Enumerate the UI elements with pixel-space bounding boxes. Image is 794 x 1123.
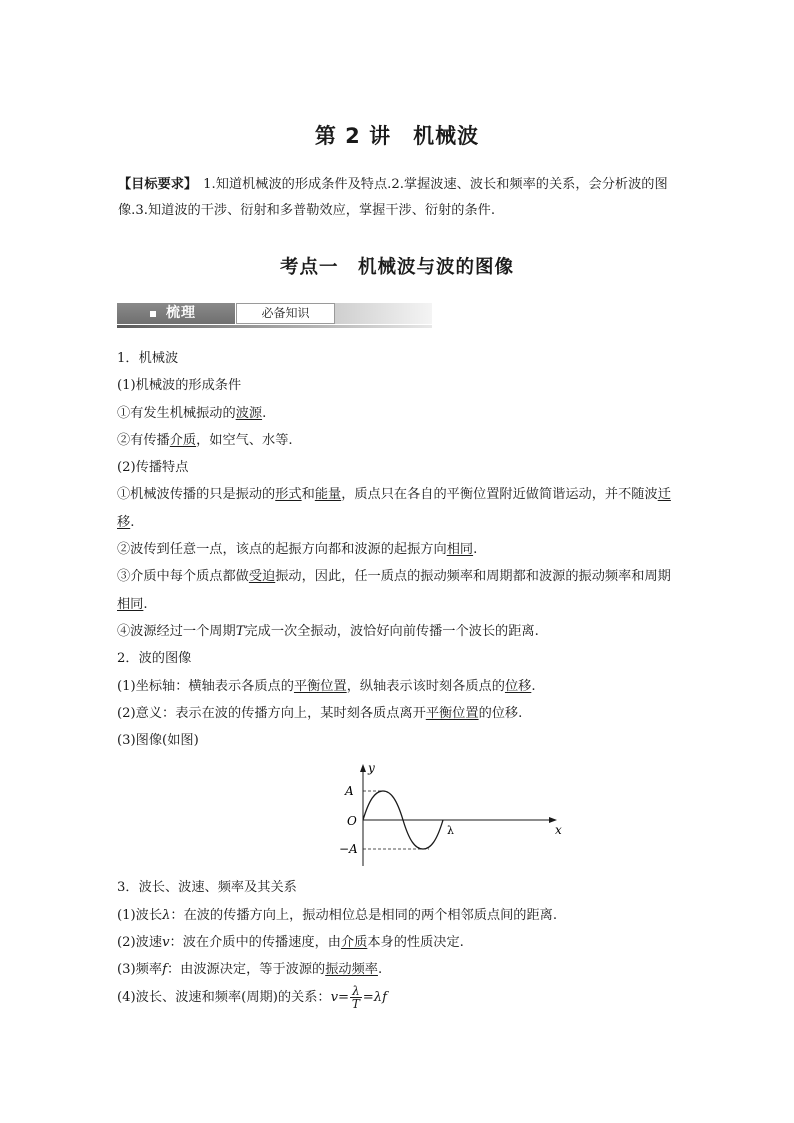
text: ，如空气、水等.	[196, 432, 293, 448]
text: 的位移.	[478, 705, 523, 721]
text: (1)波长	[117, 907, 163, 923]
underlined-term: 迁移	[117, 487, 671, 530]
heading-mechanical-wave: 1．机械波	[117, 351, 179, 366]
underlined-term: 受迫	[248, 569, 276, 585]
item-forced-vibration	[117, 563, 683, 618]
text: ①机械波传播的只是振动的	[117, 487, 276, 503]
learning-goals	[118, 172, 683, 224]
underlined-term: 介质	[340, 935, 368, 951]
text: .	[143, 596, 148, 612]
underlined-term: 相同	[117, 596, 144, 612]
formula-fraction	[350, 985, 362, 1010]
item-period	[117, 618, 683, 645]
negative-amplitude-label: −A	[339, 842, 358, 857]
item-medium	[117, 427, 683, 454]
item-axes	[117, 673, 683, 700]
item-wave-source	[117, 400, 683, 427]
origin-label: O	[347, 814, 357, 829]
text: (2)波速	[117, 935, 163, 951]
symbol-f: f	[162, 962, 167, 978]
text: .	[377, 962, 383, 978]
heading-relations: 3．波长、波速、频率及其关系	[117, 880, 297, 896]
heading-wave-graph: 2．波的图像	[117, 651, 192, 667]
underlined-term: 能量	[314, 487, 342, 503]
text: 和	[301, 487, 315, 503]
wave-diagram	[335, 760, 575, 872]
text: .	[531, 678, 536, 694]
underlined-term: 相同	[446, 542, 474, 558]
banner-sub-label: 必备知识	[236, 303, 335, 324]
formula-equals: =	[362, 989, 374, 1005]
y-axis-label: y	[368, 761, 375, 776]
section-banner	[117, 303, 432, 327]
banner-rule	[117, 325, 432, 328]
text: .	[262, 405, 267, 421]
text: .	[473, 542, 478, 558]
symbol-v: v	[162, 935, 170, 951]
text: 振动，因此，任一质点的振动频率和周期都和波源的振动频率和周期	[275, 569, 671, 585]
wavelength-label: λ	[447, 824, 454, 838]
text: ：由波源决定，等于波源的	[166, 962, 326, 978]
text: ②波传到任意一点，该点的起振方向都和波源的起振方向	[117, 542, 447, 558]
y-axis-arrow-icon	[360, 764, 366, 772]
text: ，质点只在各自的平衡位置附近做简谐运动，并不随波	[341, 487, 658, 503]
item-wavelength	[117, 902, 683, 929]
item-meaning	[117, 700, 683, 727]
underlined-term: 形式	[275, 487, 302, 503]
banner-main-label: 梳理	[166, 305, 196, 321]
text: .	[130, 514, 135, 530]
amplitude-label: A	[345, 784, 354, 799]
underlined-term: 波源	[235, 405, 263, 421]
text: (3)频率	[117, 962, 163, 978]
subheading-propagation: (2)传播特点	[117, 460, 189, 476]
banner-main	[117, 303, 235, 324]
symbol-lambda: λ	[162, 907, 171, 923]
text: 完成一次全振动，波恰好向前传播一个波长的距离.	[244, 623, 539, 639]
text: (2)意义：表示在波的传播方向上，某时刻各质点离开	[117, 705, 426, 721]
text: ④波源经过一个周期	[117, 623, 236, 639]
text: 本身的性质决定.	[367, 935, 464, 951]
goals-text: 1.知道机械波的形成条件及特点.2.掌握波速、波长和频率的关系，会分析波的图像.3.知道波的干涉、衍射和多普勒效应，掌握干涉、衍射的条件.	[118, 177, 668, 218]
formula-rhs: λf	[373, 989, 388, 1005]
formula-v: v	[330, 989, 339, 1005]
section-title: 考点一 机械波与波的图像	[279, 257, 514, 278]
text: ①有发生机械振动的	[117, 405, 236, 421]
text: (4)波长、波速和频率(周期)的关系：	[117, 989, 331, 1005]
x-axis-label: x	[555, 823, 562, 838]
underlined-term: 振动频率	[325, 962, 378, 978]
text: ，纵轴表示该时刻各质点的	[346, 678, 505, 694]
item-graph: (3)图像(如图)	[117, 733, 199, 749]
formula-equals: =	[338, 989, 350, 1005]
underlined-term: 介质	[169, 432, 197, 448]
subheading-formation: (1)机械波的形成条件	[117, 378, 242, 394]
lecture-title: 第 2 讲 机械波	[314, 124, 480, 148]
square-bullet-icon	[150, 311, 156, 317]
underlined-term: 平衡位置	[425, 705, 479, 721]
item-relation-formula	[117, 984, 683, 1011]
banner-shade	[335, 303, 432, 324]
text: ③介质中每个质点都做	[117, 569, 249, 585]
item-frequency	[117, 956, 683, 983]
item-transfer	[117, 481, 683, 536]
item-wave-speed	[117, 929, 683, 956]
text: ：波在介质中的传播速度，由	[169, 935, 341, 951]
text: (1)坐标轴：横轴表示各质点的	[117, 678, 294, 694]
section-content	[117, 345, 683, 1011]
text: ：在波的传播方向上，振动相位总是相同的两个相邻质点间的距离.	[170, 907, 558, 923]
text: ②有传播	[117, 432, 170, 448]
fraction-numerator: λ	[352, 983, 360, 998]
wave-figure	[117, 760, 683, 872]
fraction-denominator: T	[351, 996, 360, 1011]
goals-tag: 【目标要求】	[118, 177, 198, 192]
item-start-direction	[117, 536, 683, 563]
underlined-term: 平衡位置	[293, 678, 347, 694]
symbol-T: T	[235, 623, 245, 639]
underlined-term: 位移	[504, 678, 532, 694]
